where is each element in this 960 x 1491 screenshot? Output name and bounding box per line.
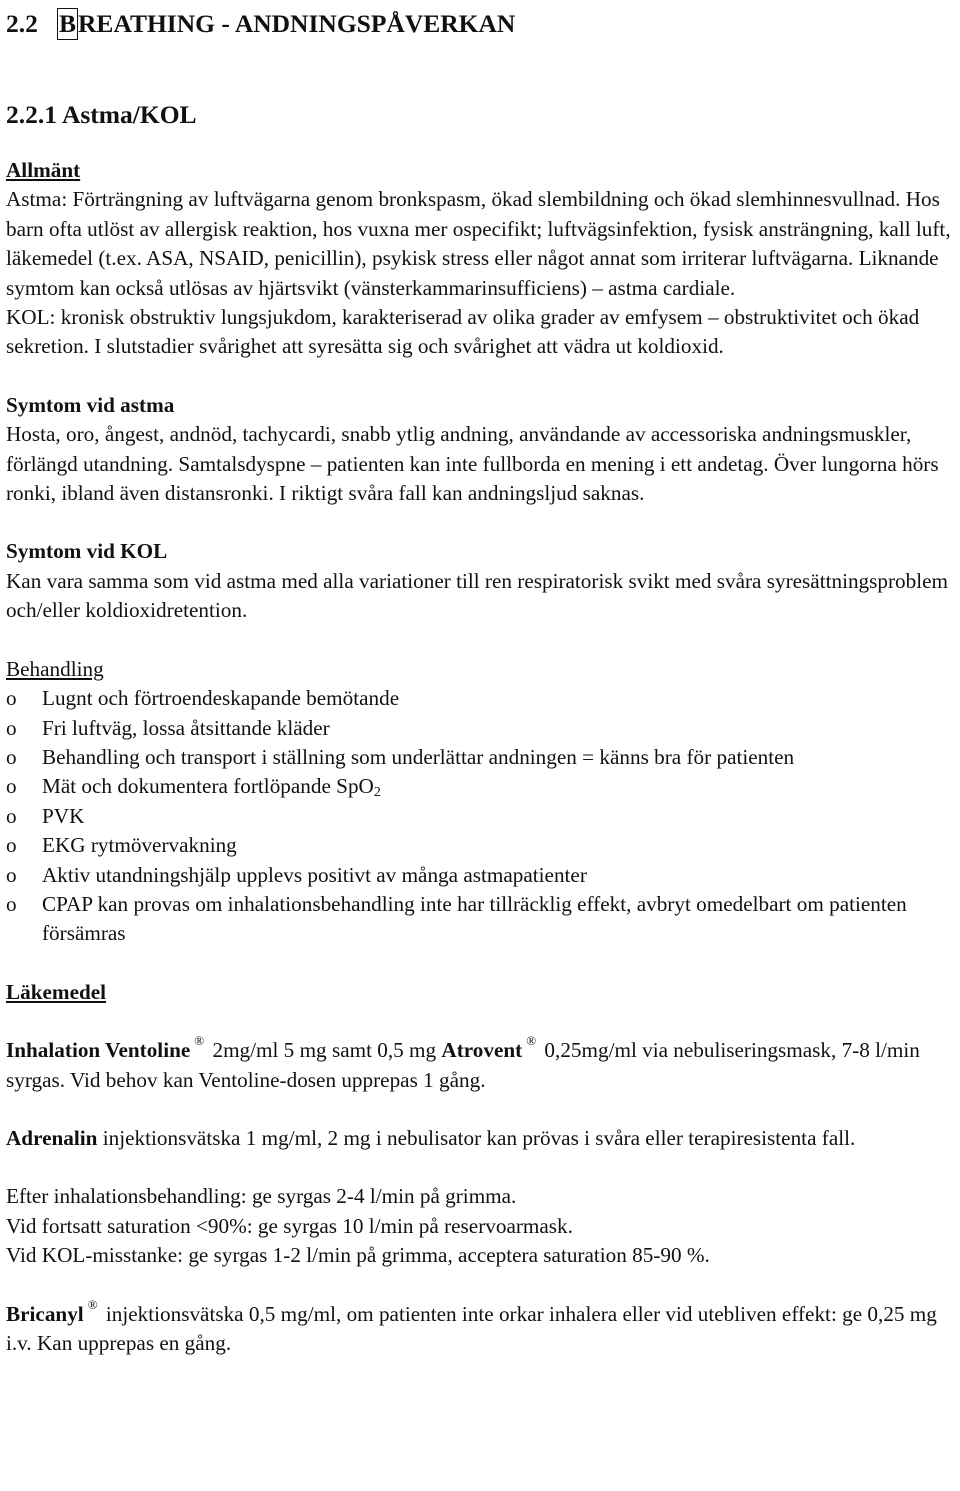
syrgas-block	[6, 1182, 958, 1270]
lakemedel-title: Läkemedel	[6, 979, 107, 1004]
inhalation-paragraph: Inhalation Ventoline ® 2mg/ml 5 mg samt 0,5 mg Atrovent ® 0,25mg/ml via nebuliseringsmask, 7-8 l/min syrgas. Vid behov kan Ventoline-dosen upprepas 1 gång.	[6, 1033, 920, 1092]
bullet-icon: o	[6, 715, 17, 740]
allmant-section	[6, 156, 958, 362]
list-item: o PVK	[6, 802, 958, 831]
adrenalin-label: Adrenalin	[6, 1125, 98, 1150]
allmant-kol-paragraph: KOL: kronisk obstruktiv lungsjukdom, karakteriserad av olika grader av emfysem – obstruktivitet och ökad sekretion. I slutstadier svårighet att syresätta sig och svårighet att vädra ut koldioxid.	[6, 305, 920, 359]
behandling-title: Behandling	[6, 656, 104, 681]
list-item: o EKG rytmövervakning	[6, 831, 958, 860]
bullet-icon: o	[6, 891, 17, 916]
bullet-icon: o	[6, 744, 17, 769]
symtom-kol-text: Kan vara samma som vid astma med alla variationer till ren respiratorisk svikt med svåra syresättningsproblem och/eller koldioxidretention.	[6, 568, 948, 623]
bricanyl-label: Bricanyl	[6, 1301, 84, 1326]
list-item: o Mät och dokumentera fortlöpande SpO$_2$	[6, 774, 381, 801]
list-item: o Aktiv utandningshjälp upplevs positivt av många astmapatienter	[6, 861, 958, 890]
chapter-number: 2.2	[6, 9, 38, 38]
bullet-icon: o	[6, 833, 17, 858]
list-item: o Lugnt och förtroendeskapande bemötande	[6, 684, 958, 713]
adrenalin-paragraph: Adrenalin injektionsvätska 1 mg/ml, 2 mg i nebulisator kan prövas i svåra eller terapiresistenta fall.	[6, 1125, 856, 1150]
list-item: o CPAP kan provas om inhalationsbehandling inte har tillräcklig effekt, avbryt omedelbart om patienten försämras	[6, 891, 907, 946]
document-page	[6, 6, 958, 1358]
spo2-subscript: 2	[373, 785, 381, 801]
atrovent-label: Atrovent	[441, 1038, 523, 1063]
symtom-kol-title: Symtom vid KOL	[6, 539, 168, 564]
chapter-title: REATHING - ANDNINGSPÅVERKAN	[78, 9, 516, 38]
symtom-astma-title: Symtom vid astma	[6, 392, 175, 417]
behandling-list	[6, 684, 958, 949]
bullet-icon: o	[6, 862, 17, 887]
symtom-kol-section	[6, 537, 958, 625]
symtom-astma-section	[6, 391, 958, 509]
registered-mark-icon: ®	[87, 1296, 98, 1312]
lakemedel-section	[6, 978, 958, 1359]
section-heading: 2.2.1 Astma/KOL	[6, 100, 197, 129]
behandling-section	[6, 655, 958, 949]
syrgas-line: Efter inhalationsbehandling: ge syrgas 2-4 l/min på grimma.	[6, 1184, 517, 1209]
allmant-astma-paragraph: Astma: Förträngning av luftvägarna genom bronkspasm, ökad slembildning och ökad slemhinnesvullnad. Hos barn ofta utlöst av allergisk reaktion, hos vuxna mer ospecifikt; luftvägsinfektion, fysisk ansträngning, kall luft, läkemedel (t.ex. ASA, NSAID, penicillin), psykisk stress eller något annat som irriterar luftvägarna. Liknande symtom kan också utlösas av hjärtsvikt (vänsterkammarinsufficiens) – astma cardiale.	[6, 187, 951, 300]
chapter-heading	[6, 6, 958, 42]
syrgas-line: Vid KOL-misstanke: ge syrgas 1-2 l/min på grimma, acceptera saturation 85-90 %.	[6, 1243, 710, 1268]
list-item: o Behandling och transport i ställning som underlättar andningen = känns bra för patienten	[6, 743, 958, 772]
registered-mark-icon: ®	[194, 1033, 205, 1049]
bullet-icon: o	[6, 686, 17, 711]
bullet-icon: o	[6, 774, 17, 799]
chapter-initial-letter: B	[59, 9, 77, 38]
list-item: o Fri luftväg, lossa åtsittande kläder	[6, 714, 958, 743]
bullet-icon: o	[6, 803, 17, 828]
syrgas-line: Vid fortsatt saturation <90%: ge syrgas 10 l/min på reservoarmask.	[6, 1213, 573, 1238]
registered-mark-icon: ®	[526, 1033, 537, 1049]
ventoline-label: Inhalation Ventoline	[6, 1038, 191, 1063]
allmant-title: Allmänt	[6, 158, 81, 182]
symtom-astma-text: Hosta, oro, ångest, andnöd, tachycardi, snabb ytlig andning, användande av accessoriska andningsmuskler, förlängd utandning. Samtalsdyspne – patienten kan inte fullborda en mening i ett andetag. Över lungorna hörs ronki, ibland även distansronki. I riktigt svåra fall kan andningsljud saknas.	[6, 422, 939, 506]
bricanyl-paragraph: Bricanyl ® injektionsvätska 0,5 mg/ml, om patienten inte orkar inhalera eller vid utebliven effekt: ge 0,25 mg i.v. Kan upprepas en gång.	[6, 1296, 937, 1355]
